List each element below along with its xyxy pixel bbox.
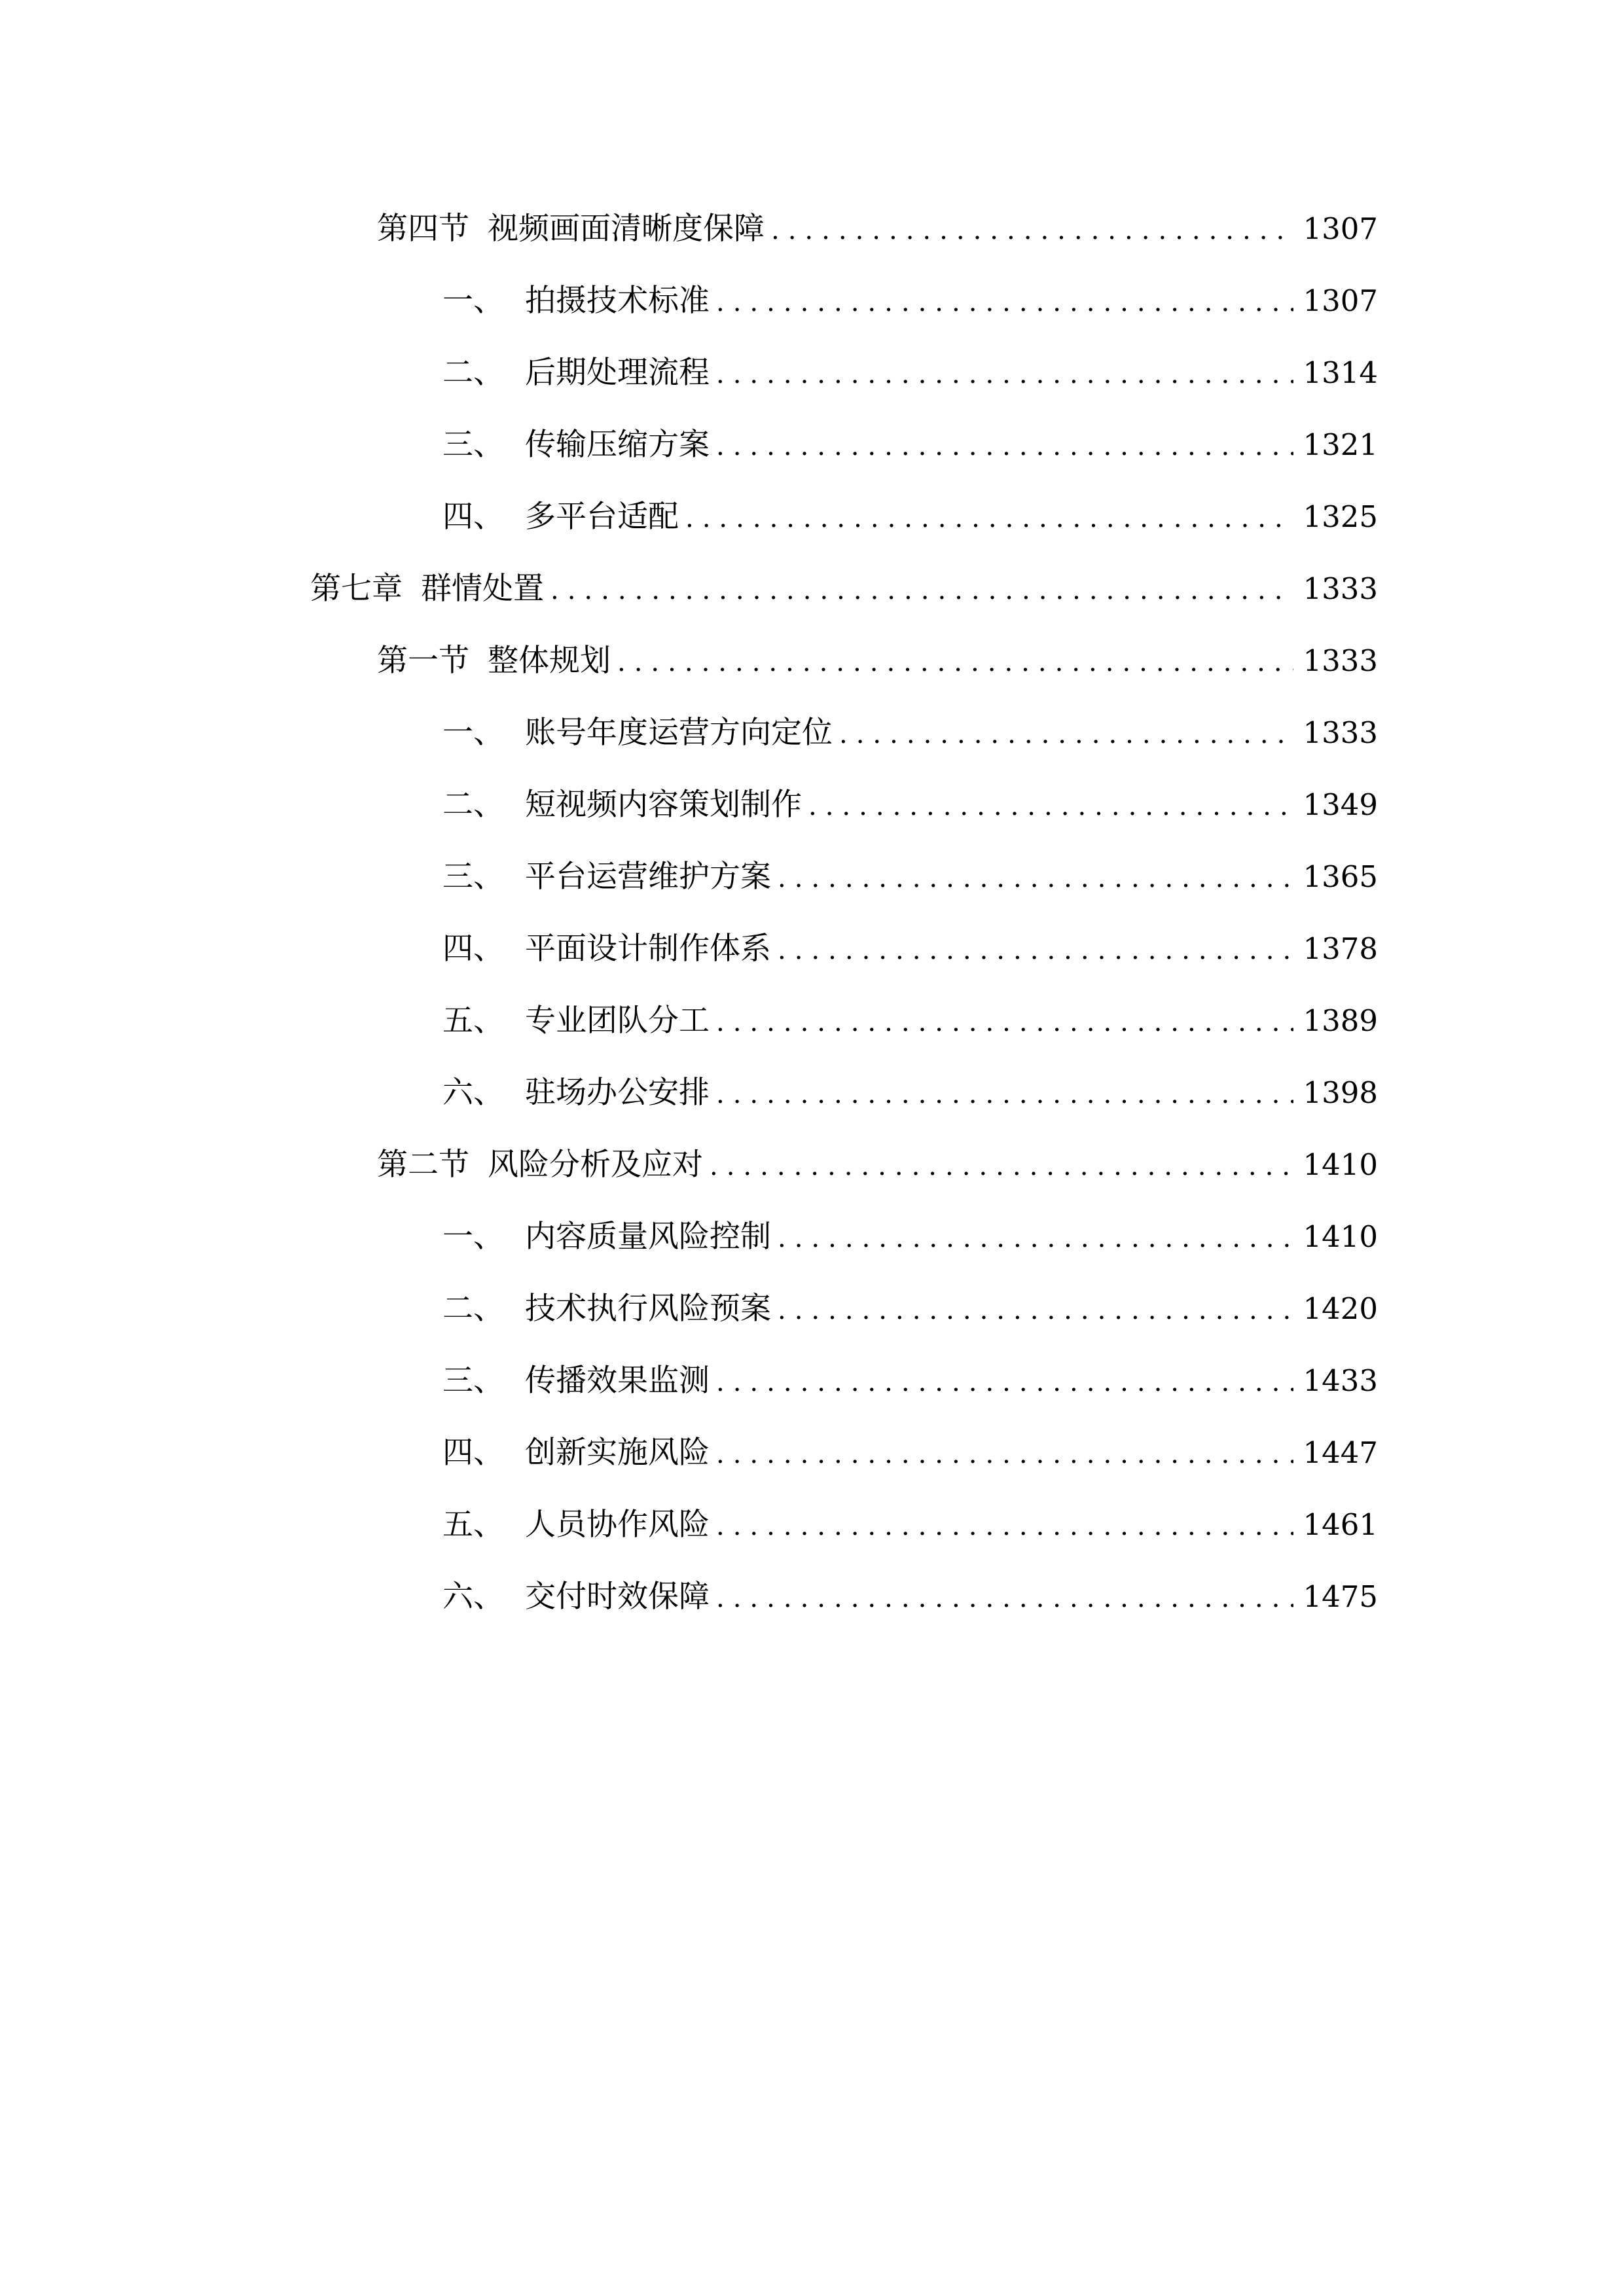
toc-entry-number: 三、	[442, 427, 504, 463]
toc-entry-item[interactable]	[442, 1352, 1378, 1410]
toc-entry-title: 内容质量风险控制	[525, 1219, 771, 1255]
toc-page-number: 1389	[1303, 1003, 1378, 1038]
toc-page-number: 1333	[1303, 571, 1378, 606]
toc-entry-number: 三、	[442, 859, 504, 895]
toc-entry-item[interactable]	[442, 704, 1378, 762]
toc-entry-title: 传播效果监测	[525, 1363, 710, 1399]
toc-entry-number: 四、	[442, 1435, 504, 1471]
toc-page-number: 1365	[1303, 859, 1378, 894]
dot-leader	[778, 1281, 1293, 1340]
dot-leader	[808, 777, 1293, 836]
toc-entry-title: 传输压缩方案	[525, 427, 710, 463]
toc-entry-title: 后期处理流程	[525, 355, 710, 391]
toc-entry-title: 拍摄技术标准	[525, 283, 710, 319]
toc-entry-item[interactable]	[442, 920, 1378, 978]
toc-entry-number: 一、	[442, 715, 504, 751]
toc-entry-number: 四、	[442, 499, 504, 535]
toc-entry-number: 一、	[442, 1219, 504, 1255]
dot-leader	[716, 1353, 1293, 1412]
toc-entry-number: 六、	[442, 1579, 504, 1615]
toc-page-number: 1307	[1303, 283, 1378, 318]
toc-page-number: 1378	[1303, 931, 1378, 966]
toc-entry-number: 三、	[442, 1363, 504, 1399]
dot-leader	[778, 921, 1293, 980]
toc-entry-item[interactable]	[442, 1280, 1378, 1338]
toc-page-number: 1433	[1303, 1363, 1378, 1398]
toc-entry-chapter[interactable]	[310, 560, 1378, 619]
toc-entry-number: 六、	[442, 1075, 504, 1111]
dot-leader	[778, 1209, 1293, 1268]
toc-entry-number: 二、	[442, 787, 504, 823]
dot-leader	[716, 1065, 1293, 1124]
toc-entry-item[interactable]	[442, 1208, 1378, 1266]
dot-leader	[685, 489, 1293, 548]
toc-page-number: 1410	[1303, 1219, 1378, 1254]
toc-entry-number: 二、	[442, 355, 504, 391]
toc-entry-number: 五、	[442, 1507, 504, 1543]
toc-entry-item[interactable]	[442, 1496, 1378, 1554]
toc-entry-item[interactable]	[442, 416, 1378, 475]
toc-entry-title: 平台运营维护方案	[525, 859, 771, 895]
toc-entry-title: 短视频内容策划制作	[525, 787, 802, 823]
dot-leader	[778, 849, 1293, 908]
toc-entry-title: 驻场办公安排	[525, 1075, 710, 1111]
toc-entry-section[interactable]	[377, 1136, 1378, 1194]
toc-page-number: 1461	[1303, 1507, 1378, 1542]
toc-entry-title: 账号年度运营方向定位	[525, 715, 833, 751]
dot-leader	[617, 633, 1293, 692]
toc-entry-number: 一、	[442, 283, 504, 319]
toc-entry-title: 人员协作风险	[525, 1507, 710, 1543]
toc-page-number: 1475	[1303, 1579, 1378, 1614]
toc-entry-item[interactable]	[442, 1064, 1378, 1122]
toc-entry-title: 风险分析及应对	[488, 1147, 703, 1183]
dot-leader	[716, 1569, 1293, 1628]
toc-entry-title: 群情处置	[421, 571, 544, 607]
toc-page-number: 1420	[1303, 1291, 1378, 1326]
toc-entry-title: 专业团队分工	[525, 1003, 710, 1039]
toc-entry-title: 视频画面清晰度保障	[488, 211, 765, 247]
toc-entry-item[interactable]	[442, 1424, 1378, 1482]
dot-leader	[710, 1137, 1293, 1196]
toc-entry-number: 四、	[442, 931, 504, 967]
toc-entry-number: 五、	[442, 1003, 504, 1039]
toc-entry-title: 创新实施风险	[525, 1435, 710, 1471]
toc-entry-title: 整体规划	[488, 643, 611, 679]
toc-entry-section[interactable]	[377, 632, 1378, 691]
toc-entry-item[interactable]	[442, 272, 1378, 331]
toc-page-number: 1333	[1303, 643, 1378, 678]
toc-entry-title: 多平台适配	[525, 499, 679, 535]
toc-entry-number: 第七章	[310, 571, 403, 607]
toc-entry-number: 第一节	[377, 643, 469, 679]
toc-page-number: 1307	[1303, 211, 1378, 246]
toc-page-number: 1321	[1303, 427, 1378, 462]
toc-entry-item[interactable]	[442, 488, 1378, 547]
dot-leader	[716, 993, 1293, 1052]
toc-page-number: 1447	[1303, 1435, 1378, 1470]
toc-entry-section[interactable]	[377, 200, 1378, 259]
toc-entry-item[interactable]	[442, 992, 1378, 1050]
dot-leader	[716, 345, 1293, 404]
dot-leader	[716, 273, 1293, 332]
dot-leader	[716, 1425, 1293, 1484]
toc-page-number: 1314	[1303, 355, 1378, 390]
dot-leader	[839, 705, 1293, 764]
dot-leader	[771, 201, 1293, 260]
toc-entry-item[interactable]	[442, 1568, 1378, 1626]
toc-entry-item[interactable]	[442, 344, 1378, 403]
toc-entry-number: 第四节	[377, 211, 469, 247]
toc-entry-title: 技术执行风险预案	[525, 1291, 771, 1327]
toc-entry-title: 交付时效保障	[525, 1579, 710, 1615]
toc-entry-item[interactable]	[442, 848, 1378, 906]
toc-page-number: 1410	[1303, 1147, 1378, 1182]
toc-page-number: 1333	[1303, 715, 1378, 750]
toc-entry-number: 第二节	[377, 1147, 469, 1183]
dot-leader	[716, 1497, 1293, 1556]
dot-leader	[716, 417, 1293, 476]
toc-page-number: 1398	[1303, 1075, 1378, 1110]
dot-leader	[550, 561, 1293, 620]
toc-page-number: 1349	[1303, 787, 1378, 822]
toc-page-number: 1325	[1303, 499, 1378, 534]
toc-entry-item[interactable]	[442, 776, 1378, 834]
toc-entry-number: 二、	[442, 1291, 504, 1327]
toc-entry-title: 平面设计制作体系	[525, 931, 771, 967]
